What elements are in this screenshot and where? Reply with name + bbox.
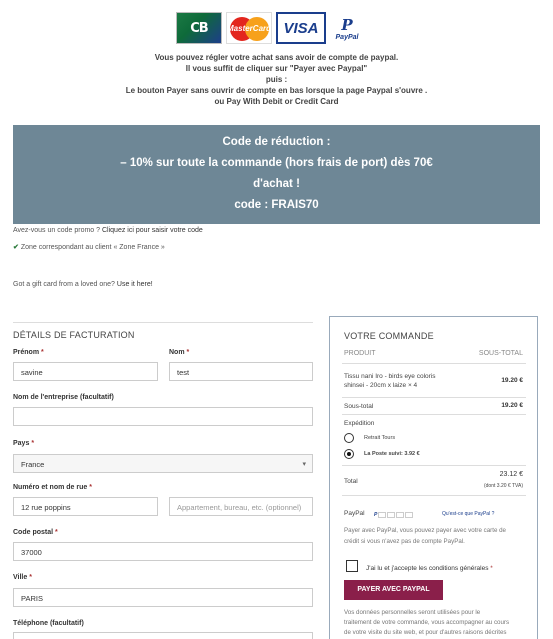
- visa-logo-text: VISA: [283, 19, 319, 37]
- intro-line-4: Le bouton Payer sans ouvrir de compte en bas lorsque la page Paypal s'ouvre .: [125, 86, 428, 95]
- paypal-logo-text: PayPal: [335, 33, 359, 41]
- street-field[interactable]: 12 rue poppins: [13, 497, 158, 516]
- promo-banner: [13, 125, 540, 224]
- last-name-label: [169, 349, 189, 356]
- privacy-line-2: traitement de votre commande, vous accompagner au cours: [344, 619, 510, 626]
- last-name-label-text: Nom: [169, 349, 185, 356]
- city-label: [13, 574, 32, 581]
- col-subtotal: SOUS-TOTAL: [478, 350, 523, 357]
- mastercard-logo: [226, 12, 272, 44]
- paypal-cards-icon: P: [374, 510, 422, 520]
- city-label-text: Ville: [13, 574, 28, 581]
- gift-card-text: Got a gift card from a loved one?: [13, 281, 115, 288]
- terms-label: [366, 564, 493, 573]
- intro-line-2: Il vous suffit de cliquer sur "Payer avec Paypal": [185, 64, 368, 73]
- visa-logo: [276, 12, 326, 44]
- divider: [342, 363, 526, 364]
- gift-card-notice: [13, 281, 153, 288]
- order-item-line-1: Tissu nani Iro - birds eye coloris: [344, 373, 436, 380]
- check-icon: ✔: [13, 244, 19, 251]
- divider: [342, 414, 526, 415]
- order-title: VOTRE COMMANDE: [344, 331, 434, 341]
- intro-line-3: puis :: [265, 75, 288, 84]
- promo-line-1: Code de réduction :: [222, 136, 331, 148]
- divider: [342, 465, 526, 466]
- street-label-text: Numéro et nom de rue: [13, 484, 88, 491]
- order-summary: [329, 316, 538, 639]
- privacy-line-1: Vos données personnelles seront utilisées pour le: [344, 609, 481, 616]
- total-value: 23.12 €: [499, 471, 523, 478]
- required-mark: *: [29, 574, 32, 581]
- order-item: [344, 372, 436, 390]
- first-name-label-text: Prénom: [13, 349, 40, 356]
- country-select[interactable]: [13, 454, 313, 473]
- zone-notice: [13, 243, 165, 251]
- chevron-down-icon: ▾: [302, 461, 306, 468]
- shipping-label: Expédition: [344, 420, 375, 427]
- payment-logos: [176, 12, 364, 44]
- first-name-label: [13, 349, 44, 356]
- total-label: Total: [344, 478, 358, 485]
- subtotal-value: 19.20 €: [501, 402, 523, 409]
- paypal-description-line-1: Payer avec PayPal, vous pouvez payer avec votre carte de: [344, 527, 506, 534]
- cb-logo: [176, 12, 222, 44]
- last-name-field[interactable]: test: [169, 362, 313, 381]
- mastercard-logo-text: MasterCard: [227, 23, 272, 33]
- divider: [342, 397, 526, 398]
- shipping-option-laposte-price: 3.92 €: [404, 451, 420, 457]
- privacy-line-3: de votre visite du site web, et pour d'autres raisons décrites: [344, 629, 507, 636]
- coupon-question: Avez-vous un code promo ?: [13, 227, 101, 234]
- paypal-description-line-2: crédit si vous n'avez pas de compte PayPal.: [344, 538, 465, 545]
- promo-line-2: – 10% sur toute la commande (hors frais de port) dès 70€: [120, 157, 433, 169]
- promo-code: code : FRAIS70: [234, 199, 319, 211]
- country-select-value: France: [21, 460, 45, 469]
- country-label-text: Pays: [13, 440, 30, 447]
- paypal-info-link[interactable]: Qu'est-ce que PayPal ?: [442, 511, 495, 517]
- terms-checkbox[interactable]: [346, 560, 358, 572]
- cb-logo-text: CB: [190, 20, 208, 36]
- company-label: Nom de l'entreprise (facultatif): [13, 394, 114, 401]
- required-mark: *: [490, 565, 493, 572]
- shipping-option-pickup-radio[interactable]: [344, 433, 354, 443]
- divider: [342, 495, 526, 496]
- total-tax-note: (dont 3.20 € TVA): [483, 483, 523, 489]
- required-mark: *: [55, 529, 58, 536]
- promo-line-3: d'achat !: [253, 178, 300, 190]
- zone-notice-text: Zone correspondant au client « Zone France »: [20, 244, 165, 251]
- phone-field[interactable]: [13, 632, 313, 639]
- payment-intro: [0, 52, 553, 107]
- required-mark: *: [41, 349, 44, 356]
- company-field[interactable]: [13, 407, 313, 426]
- order-item-line-2: shinsei - 20cm x laize: [344, 382, 407, 389]
- shipping-option-pickup-label: Retrait Tours: [364, 435, 396, 441]
- billing-divider: [13, 322, 313, 323]
- paypal-description: [344, 525, 506, 547]
- shipping-option-laposte-radio[interactable]: [344, 449, 354, 459]
- intro-line-5: ou Pay With Debit or Credit Card: [214, 97, 339, 106]
- required-mark: *: [186, 349, 190, 356]
- paypal-method-label[interactable]: PayPal: [344, 510, 365, 517]
- postcode-label-text: Code postal: [13, 529, 54, 536]
- pay-with-paypal-button[interactable]: PAYER AVEC PAYPAL: [344, 580, 443, 600]
- apartment-field[interactable]: Appartement, bureau, etc. (optionnel): [169, 497, 313, 516]
- coupon-notice: [13, 227, 203, 234]
- gift-card-link[interactable]: Use it here!: [116, 281, 153, 288]
- order-item-qty: × 4: [407, 382, 418, 389]
- shipping-option-laposte-text: La Poste suivi:: [364, 451, 403, 457]
- street-label: [13, 484, 92, 491]
- required-mark: *: [31, 440, 35, 447]
- coupon-link[interactable]: Cliquez ici pour saisir votre code: [102, 227, 203, 234]
- country-label: [13, 440, 34, 447]
- shipping-option-laposte-label: [364, 450, 420, 459]
- billing-title: DÉTAILS DE FACTURATION: [13, 330, 135, 340]
- terms-label-text: J'ai lu et j'accepte les conditions générales: [366, 565, 489, 572]
- postcode-field[interactable]: 37000: [13, 542, 313, 561]
- intro-line-1: Vous pouvez régler votre achat sans avoir de compte de paypal.: [154, 53, 399, 62]
- order-item-price: 19.20 €: [501, 377, 523, 384]
- col-product: PRODUIT: [344, 350, 376, 357]
- first-name-field[interactable]: savine: [13, 362, 158, 381]
- required-mark: *: [89, 484, 92, 491]
- privacy-notice: [344, 608, 509, 638]
- paypal-logo: P PayPal: [335, 15, 359, 41]
- phone-label: Téléphone (facultatif): [13, 620, 84, 627]
- city-field[interactable]: PARIS: [13, 588, 313, 607]
- postcode-label: [13, 529, 58, 536]
- subtotal-label: Sous-total: [344, 403, 374, 410]
